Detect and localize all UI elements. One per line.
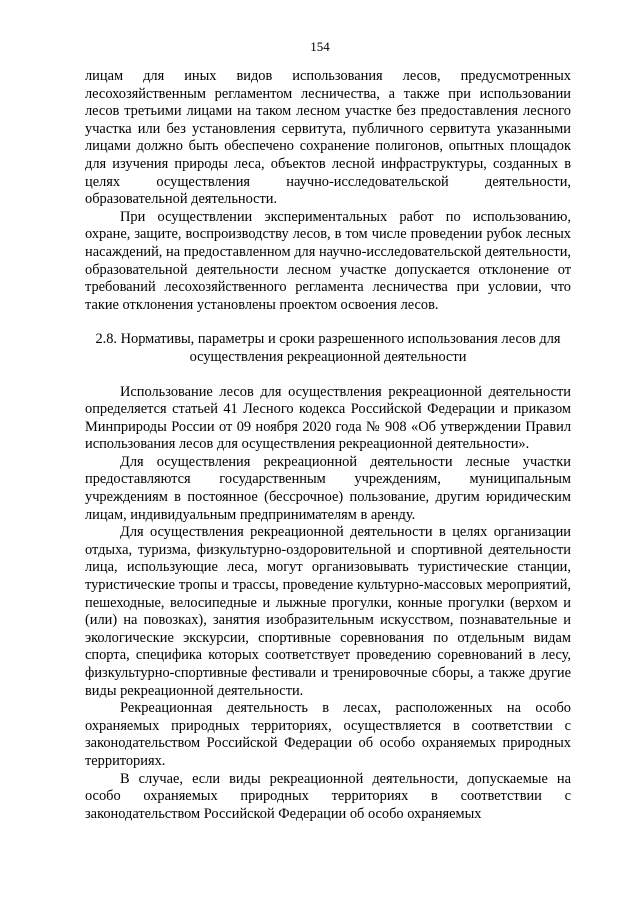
paragraph-continuation: лицам для иных видов использования лесов, предусмотренных лесохозяйственным регламентом лесничества, а также при использовании лесов третьими лицами на таком лесном участке без предоставления лесного участка или без установления сервитута, публичного сервитута указанными лицами должно быть обеспечено сохранение полигонов, опытных площадок для изучения природы леса, объектов лесной инфраструктуры, созданных в целях осуществления научно-исследовательской деятельности, образовательной деятельности. — [85, 68, 571, 208]
section-heading-line-1: 2.8. Нормативы, параметры и сроки разрешенного использования лесов для — [95, 331, 561, 348]
section-heading — [85, 331, 571, 366]
paragraph-protected-areas: Рекреационная деятельность в лесах, расположенных на особо охраняемых природных территориях, осуществляется в соответствии с законодательством Российской Федерации об особо охраняемых природных территориях. — [85, 700, 571, 769]
paragraph-recreation-activities: Для осуществления рекреационной деятельности в целях организации отдыха, туризма, физкультурно-оздоровительной и спортивной деятельности лица, использующие леса, могут организовывать туристические станции, туристические тропы и трассы, проведение культурно-массовых мероприятий, пешеходные, велосипедные и лыжные прогулки, конные прогулки (верхом и (или) на повозках), занятия изобразительным искусством, познавательные и экологические экскурсии, спортивные соревнования по отдельным видам спорта, специфика которых соответствует проведению соревнований в лесу, физкультурно-спортивные фестивали и тренировочные сборы, а также другие виды рекреационной деятельности. — [85, 524, 571, 699]
page-body — [85, 68, 571, 823]
section-heading-line-2: осуществления рекреационной деятельности — [189, 348, 467, 365]
paragraph-experimental-works: При осуществлении экспериментальных работ по использованию, охране, защите, воспроизводству лесов, в том числе проведении рубок лесных насаждений, на предоставленном для научно-исследовательской деятельности, образовательной деятельности лесном участке допускается отклонение от требований лесохозяйственного регламента лесничества при условии, что такие отклонения установлены проектом освоения лесов. — [85, 208, 571, 313]
paragraph-forest-use: Использование лесов для осуществления рекреационной деятельности определяется статьей 41 Лесного кодекса Российской Федерации и приказом Минприроды России от 09 ноября 2020 года № 908 «Об утверждении Правил использования лесов для осуществления рекреационной деятельности». — [85, 383, 571, 453]
paragraph-recreation-types: В случае, если виды рекреационной деятельности, допускаемые на особо охраняемых природных территориях в соответствии с законодательством Российской Федерации об особо охраняемых — [85, 770, 571, 822]
paragraph-land-provision: Для осуществления рекреационной деятельности лесные участки предоставляются государственным учреждениям, муниципальным учреждениям в постоянное (бессрочное) пользование, другим юридическим лицам, индивидуальным предпринимателям в аренду. — [85, 453, 571, 523]
page-number: 154 — [310, 39, 330, 54]
